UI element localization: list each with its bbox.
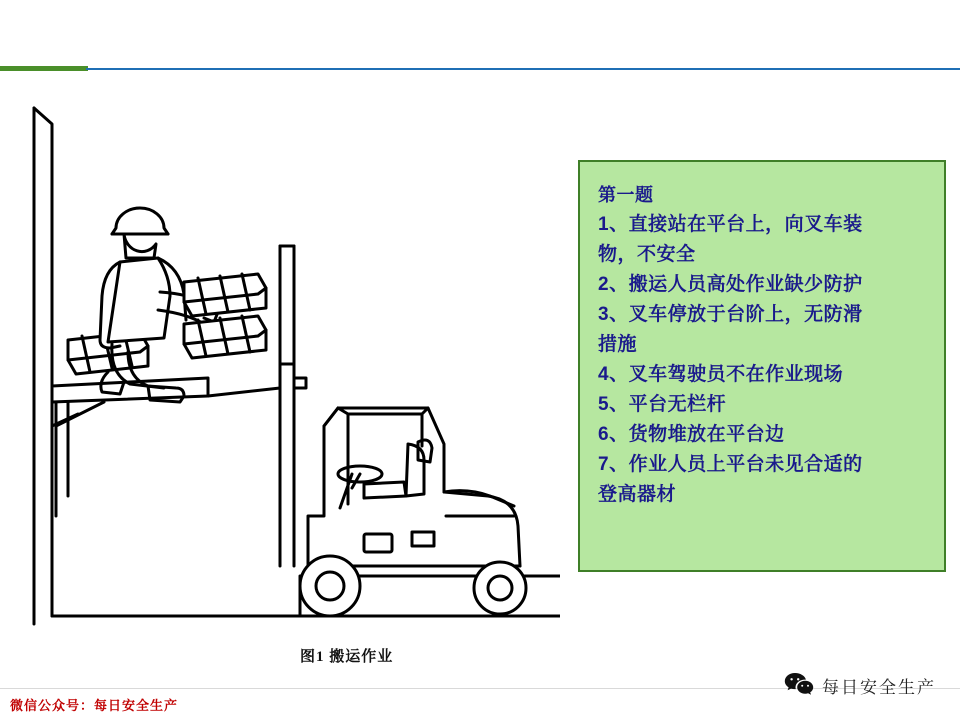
footer-wechat-text: 微信公众号：每日安全生产 bbox=[10, 698, 179, 713]
illustration-forklift-scene bbox=[8, 96, 560, 626]
figure-caption: 图1 搬运作业 bbox=[300, 649, 394, 665]
answer-line: 第一题 bbox=[598, 185, 654, 205]
answer-line: 1、直接站在平台上，向叉车装 bbox=[598, 214, 863, 235]
wechat-badge bbox=[784, 672, 936, 698]
answer-line: 2、搬运人员高处作业缺少防护 bbox=[598, 274, 863, 295]
answer-line: 物，不安全 bbox=[598, 244, 696, 265]
answer-line: 登高器材 bbox=[598, 484, 677, 505]
answer-line: 3、叉车停放于台阶上，无防滑 bbox=[598, 304, 863, 325]
header-accent-rule-blue bbox=[86, 68, 960, 70]
answer-line: 7、作业人员上平台未见合适的 bbox=[598, 454, 863, 475]
answer-line: 措施 bbox=[598, 334, 638, 355]
answer-line: 5、平台无栏杆 bbox=[598, 394, 727, 415]
answer-line: 6、货物堆放在平台边 bbox=[598, 424, 785, 445]
wechat-badge-label: 每日安全生产 bbox=[822, 677, 936, 697]
answer-text-box bbox=[578, 160, 946, 572]
header-accent-rule-green bbox=[0, 66, 88, 71]
answer-line: 4、叉车驾驶员不在作业现场 bbox=[598, 364, 844, 385]
wechat-icon bbox=[784, 672, 814, 698]
